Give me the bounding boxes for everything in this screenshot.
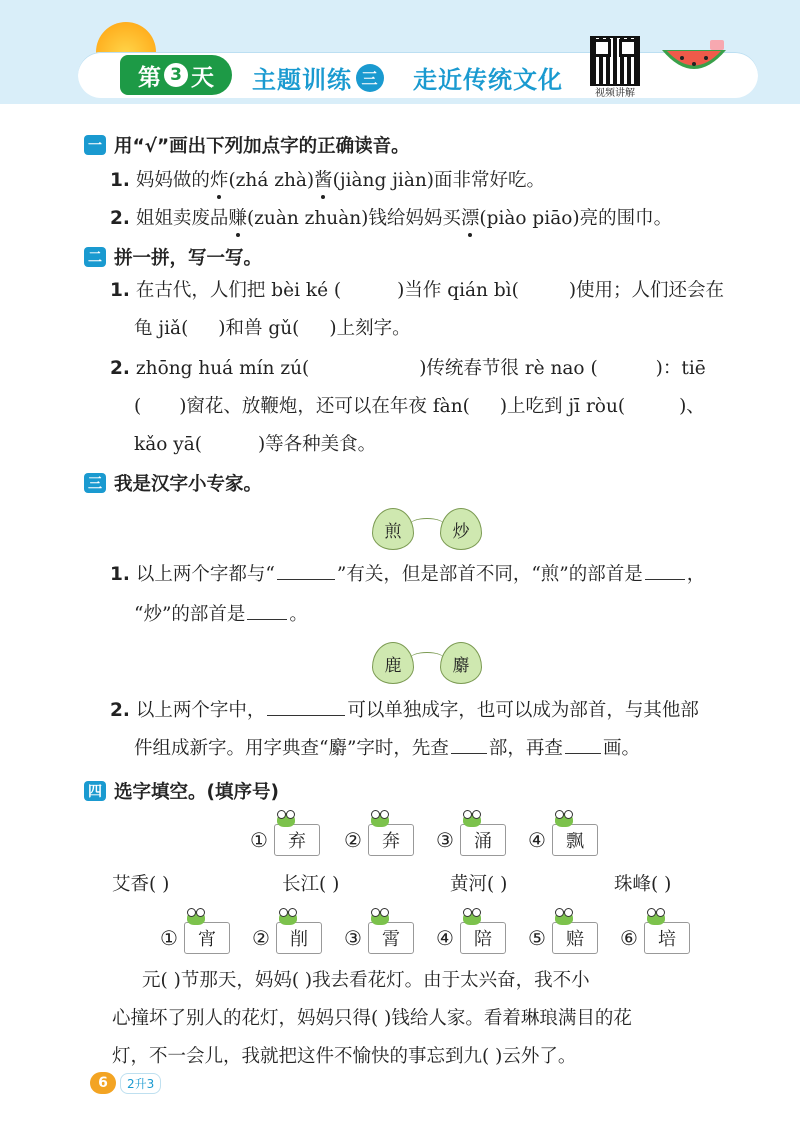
section-2-title: 拼一拼，写一写。 (114, 248, 263, 269)
dotted-char: 漂 (460, 208, 480, 229)
option-mark: ⑥ (620, 926, 638, 950)
text: )传统春节很 rè nao ( (419, 358, 598, 379)
grade-label: 2升3 (120, 1073, 161, 1094)
text: 可以单独成字，也可以成为部首，与其他部 (347, 700, 699, 721)
text: )使用；人们还会在 (568, 280, 725, 301)
option-8 (436, 922, 506, 954)
dotted-char: 酱 (314, 170, 333, 191)
text: )：tiē (655, 358, 706, 379)
paragraph-line-2[interactable]: 心撞坏了别人的花灯，妈妈只得( )钱给人家。看着琳琅满目的花 (112, 1008, 632, 1029)
option-7 (344, 922, 414, 954)
option-5 (160, 922, 230, 954)
s2-q2-line2 (134, 398, 705, 417)
paragraph-line-3[interactable]: 灯，不一会儿，我就把这件不愉快的事忘到九( )云外了。 (112, 1046, 577, 1067)
option-card[interactable] (184, 922, 230, 954)
question-number: 1. (110, 280, 130, 301)
option-mark: ⑤ (528, 926, 546, 950)
frog-icon (371, 911, 389, 925)
option-char: 霄 (381, 929, 400, 950)
frog-icon (279, 911, 297, 925)
fill-item-1[interactable]: 艾香( ) (112, 874, 170, 895)
text: )上吃到 jī ròu( (499, 396, 626, 417)
text: ( (134, 396, 142, 417)
frog-icon (555, 911, 573, 925)
option-char: 陪 (473, 929, 492, 950)
option-10 (620, 922, 690, 954)
option-card[interactable] (368, 824, 414, 856)
question-number: 2. (110, 358, 130, 379)
dotted-char: 炸 (209, 170, 229, 191)
leaf-pair-1 (372, 508, 482, 552)
section-3-heading (84, 470, 262, 496)
option-card[interactable] (460, 922, 506, 954)
option-card[interactable] (552, 922, 598, 954)
answer-blank[interactable] (645, 578, 685, 580)
section-2-heading (84, 244, 262, 270)
pinyin-options[interactable]: (zuàn zhuàn)钱给妈妈买 (246, 208, 461, 229)
qr-label: 视频讲解 (595, 88, 635, 99)
option-mark: ④ (436, 926, 454, 950)
page-header (0, 0, 800, 104)
option-1 (250, 824, 320, 856)
s2-q1-line1 (110, 282, 724, 301)
s3-q1-line1 (110, 566, 705, 585)
question-number: 2. (110, 208, 130, 229)
page-footer (90, 1072, 161, 1094)
option-6 (252, 922, 322, 954)
frog-icon (647, 911, 665, 925)
paragraph-line-1[interactable]: 元( )节那天，妈妈( )我去看花灯。由于太兴奋，我不小 (142, 970, 590, 991)
page-subtitle: 走近传统文化 (413, 66, 563, 94)
option-2 (344, 824, 414, 856)
pinyin-options[interactable]: (piào piāo)亮的围巾。 (479, 208, 673, 229)
option-card[interactable] (274, 824, 320, 856)
answer-blank[interactable] (267, 714, 345, 716)
fill-item-3[interactable]: 黄河( ) (450, 874, 508, 895)
dotted-char: 赚 (228, 208, 247, 229)
text: 以上两个字都与“ (135, 564, 275, 585)
s2-q2-line3 (134, 436, 376, 455)
frog-icon (463, 911, 481, 925)
text: )上刻字。 (329, 318, 411, 339)
option-char: 奔 (381, 831, 400, 852)
section-1-title: 用“√”画出下列加点字的正确读音。 (114, 136, 410, 157)
answer-blank[interactable] (247, 618, 287, 620)
section-4-number: 四 (84, 781, 106, 801)
text: ， (686, 564, 706, 585)
option-mark: ③ (436, 828, 454, 852)
text: kǎo yā( (134, 434, 202, 455)
page-title (252, 60, 384, 95)
question-number: 1. (110, 564, 130, 585)
leaf-right: 炒 (440, 508, 482, 550)
option-card[interactable] (276, 922, 322, 954)
s2-q2-line1 (110, 360, 706, 379)
section-3-title: 我是汉字小专家。 (114, 474, 263, 495)
frog-icon (187, 911, 205, 925)
text: 。 (289, 604, 308, 625)
text: zhōng huá mín zú( (135, 358, 310, 379)
page-number: 6 (90, 1072, 116, 1094)
leaf-left: 煎 (372, 508, 414, 550)
option-3 (436, 824, 506, 856)
text: ”有关，但是部首不同，“煎”的部首是 (336, 564, 643, 585)
question-number: 1. (110, 170, 130, 191)
option-mark: ③ (344, 926, 362, 950)
option-char: 培 (657, 929, 676, 950)
text: 件组成新字。用字典查“麝”字时，先查 (134, 738, 449, 759)
section-1-heading (84, 132, 410, 158)
text: )和兽 gǔ( (218, 318, 300, 339)
section-4-heading (84, 778, 279, 804)
watermelon-icon (658, 40, 730, 80)
section-2-number: 二 (84, 247, 106, 267)
section-1-number: 一 (84, 135, 106, 155)
option-char: 削 (289, 929, 308, 950)
option-mark: ② (252, 926, 270, 950)
text: )等各种美食。 (257, 434, 377, 455)
answer-blank[interactable] (451, 752, 487, 754)
s3-q2-line2 (134, 740, 640, 759)
option-char: 飘 (565, 831, 584, 852)
option-char: 宵 (197, 929, 216, 950)
day-badge (120, 55, 232, 95)
option-4 (528, 824, 598, 856)
day-prefix: 第 (138, 64, 161, 91)
text: )当作 qián bì( (397, 280, 519, 301)
pinyin-options[interactable]: (jiàng jiàn)面非常好吃。 (332, 170, 546, 191)
text: 以上两个字中， (135, 700, 266, 721)
option-char: 涌 (473, 831, 492, 852)
s2-q1-line2 (134, 320, 411, 339)
fill-item-4[interactable]: 珠峰( ) (614, 874, 672, 895)
leaf-stem (410, 652, 444, 665)
s3-q2-line1 (110, 702, 699, 721)
text: 妈妈做的 (135, 170, 210, 191)
answer-blank[interactable] (565, 752, 601, 754)
option-card[interactable] (460, 824, 506, 856)
day-number: 3 (164, 63, 188, 87)
option-mark: ① (160, 926, 178, 950)
leaf-right: 麝 (440, 642, 482, 684)
text: 在古代，人们把 bèi ké ( (135, 280, 342, 301)
answer-blank[interactable] (277, 578, 335, 580)
frog-icon (463, 813, 481, 827)
frog-icon (277, 813, 295, 827)
text: )、 (679, 396, 705, 417)
leaf-left: 鹿 (372, 642, 414, 684)
qr-code-icon[interactable] (590, 36, 640, 86)
text: )窗花、放鞭炮，还可以在年夜 fàn( (179, 396, 470, 417)
fill-item-2[interactable]: 长江( ) (282, 874, 340, 895)
leaf-pair-2 (372, 642, 482, 686)
option-char: 弃 (287, 831, 306, 852)
leaf-stem (410, 518, 444, 531)
pinyin-options[interactable]: (zhá zhà) (228, 170, 315, 191)
option-card[interactable] (368, 922, 414, 954)
day-suffix: 天 (191, 64, 214, 91)
s1-question-1 (110, 172, 545, 191)
option-mark: ① (250, 828, 268, 852)
option-card[interactable] (552, 824, 598, 856)
option-mark: ④ (528, 828, 546, 852)
text: 龟 jiǎ( (134, 318, 189, 339)
frog-icon (371, 813, 389, 827)
title-text: 主题训练 (252, 66, 352, 94)
section-3-number: 三 (84, 473, 106, 493)
question-number: 2. (110, 700, 130, 721)
frog-icon (555, 813, 573, 827)
section-4-title: 选字填空。(填序号) (114, 782, 279, 803)
title-number: 三 (356, 64, 384, 92)
option-char: 赔 (565, 929, 584, 950)
text: 姐姐卖废品 (135, 208, 229, 229)
option-card[interactable] (644, 922, 690, 954)
option-9 (528, 922, 598, 954)
text: 部，再查 (488, 738, 563, 759)
option-mark: ② (344, 828, 362, 852)
text: 画。 (602, 738, 640, 759)
s3-q1-line2 (134, 606, 308, 625)
s1-question-2 (110, 210, 672, 229)
text: “炒”的部首是 (134, 604, 246, 625)
